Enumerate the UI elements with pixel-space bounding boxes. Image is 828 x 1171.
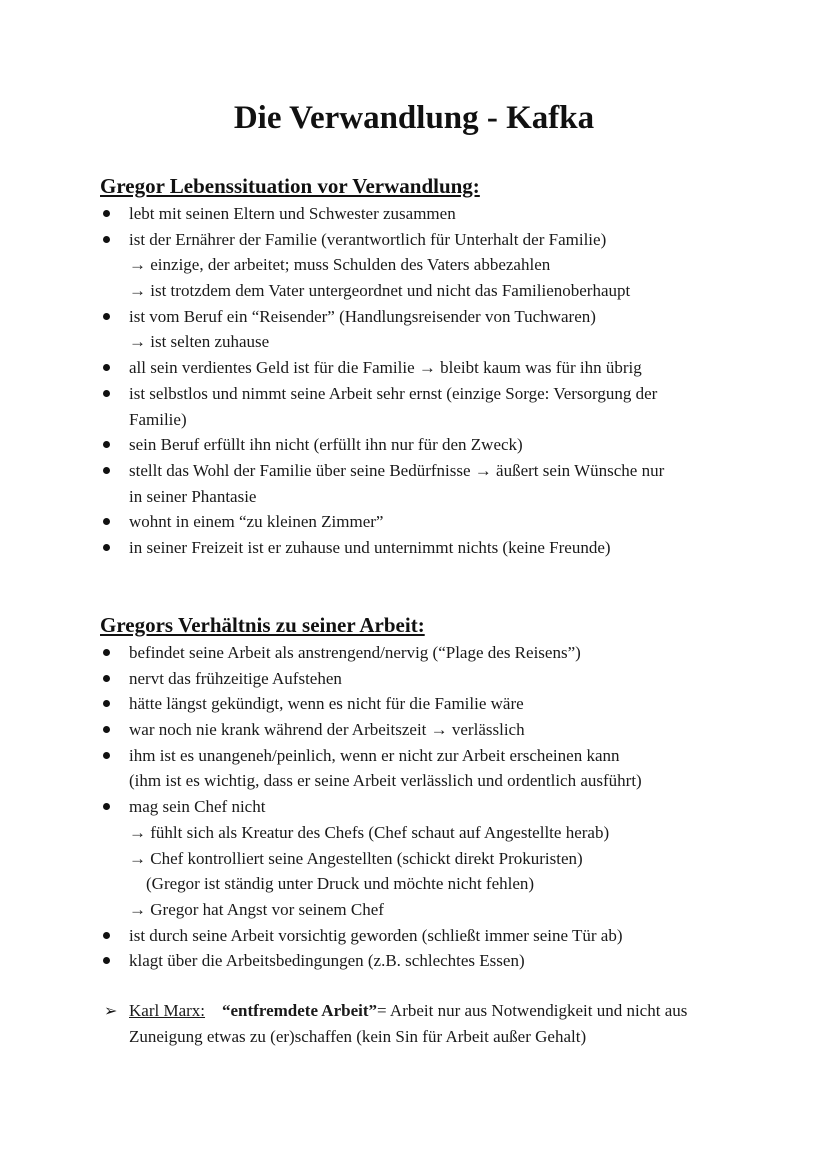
list-item <box>100 794 740 820</box>
bullet-dot-icon <box>103 752 110 759</box>
marx-name: Karl Marx: <box>129 1001 206 1020</box>
list-item-text: ist durch seine Arbeit vorsichtig geworden (schließt immer seine Tür ab) <box>129 925 623 945</box>
list-item <box>100 743 740 769</box>
list-item-text: war noch nie krank während der Arbeitszeit → verlässlich <box>129 720 525 740</box>
list-item <box>100 458 740 484</box>
bullet-dot-icon <box>103 441 110 448</box>
bullet-dot-icon <box>103 390 110 397</box>
list-item-text: wohnt in einem “zu kleinen Zimmer” <box>129 512 384 532</box>
list-item <box>100 535 740 561</box>
list-item <box>100 717 740 743</box>
list-item-continuation <box>100 407 740 433</box>
section-heading-lebenssituation: Gregor Lebenssituation vor Verwandlung: <box>100 174 480 198</box>
list-item-text: → fühlt sich als Kreatur des Chefs (Chef schaut auf Angestellte herab) <box>129 822 610 842</box>
list-item-continuation <box>100 252 740 278</box>
list-item-text: Familie) <box>129 409 187 429</box>
bullet-dot-icon <box>103 544 110 551</box>
bullet-dot-icon <box>103 803 110 810</box>
list-item <box>100 509 740 535</box>
bullet-dot-icon <box>103 210 110 217</box>
list-item <box>100 432 740 458</box>
list-item-text: hätte längst gekündigt, wenn es nicht für die Familie wäre <box>129 694 524 714</box>
list-item-continuation <box>100 846 740 872</box>
list-item-text: ist selbstlos und nimmt seine Arbeit sehr ernst (einzige Sorge: Versorgung der <box>129 383 658 403</box>
list-item <box>100 948 740 974</box>
marx-line-1 <box>100 998 760 1024</box>
bullet-dot-icon <box>103 236 110 243</box>
karl-marx-note <box>100 998 760 1049</box>
list-item <box>100 201 740 227</box>
page-title: Die Verwandlung - Kafka <box>233 100 595 136</box>
list-item-text: → ist selten zuhause <box>129 332 270 352</box>
bullet-list-arbeit <box>100 640 740 974</box>
list-item-text: → Chef kontrolliert seine Angestellten (schickt direkt Prokuristen) <box>129 848 583 868</box>
bullet-dot-icon <box>103 649 110 656</box>
list-item-text: nervt das frühzeitige Aufstehen <box>129 668 342 688</box>
list-item <box>100 355 740 381</box>
bullet-dot-icon <box>103 364 110 371</box>
list-item-continuation <box>100 897 740 923</box>
section-heading-arbeit: Gregors Verhältnis zu seiner Arbeit: <box>100 613 425 637</box>
list-item-text: lebt mit seinen Eltern und Schwester zusammen <box>129 204 456 223</box>
bullet-dot-icon <box>103 726 110 733</box>
list-item-text: sein Beruf erfüllt ihn nicht (erfüllt ihn nur für den Zweck) <box>129 435 523 455</box>
list-item-text: stellt das Wohl der Familie über seine Bedürfnisse → äußert sein Wünsche nur <box>129 460 665 480</box>
list-item-text: all sein verdientes Geld ist für die Familie → bleibt kaum was für ihn übrig <box>129 358 642 378</box>
list-item-text: in seiner Phantasie <box>129 486 257 506</box>
list-item-text: klagt über die Arbeitsbedingungen (z.B. schlechtes Essen) <box>129 951 525 971</box>
list-item <box>100 304 740 330</box>
list-item-text: → einzige, der arbeitet; muss Schulden des Vaters abbezahlen <box>129 255 551 275</box>
bullet-dot-icon <box>103 957 110 964</box>
list-item-continuation <box>100 278 740 304</box>
list-item <box>100 923 740 949</box>
list-item-text: (ihm ist es wichtig, dass er seine Arbeit verlässlich und ordentlich ausführt) <box>129 771 642 791</box>
list-item-text: befindet seine Arbeit als anstrengend/nervig (“Plage des Reisens”) <box>129 643 581 662</box>
bullet-dot-icon <box>103 313 110 320</box>
bullet-dot-icon <box>103 467 110 474</box>
bullet-dot-icon <box>103 700 110 707</box>
list-item-continuation <box>100 484 740 510</box>
list-item <box>100 640 740 666</box>
list-item-text: → Gregor hat Angst vor seinem Chef <box>129 899 384 919</box>
list-item-continuation <box>100 820 740 846</box>
list-item-text: in seiner Freizeit ist er zuhause und unternimmt nichts (keine Freunde) <box>129 537 611 557</box>
list-item-text: (Gregor ist ständig unter Druck und möchte nicht fehlen) <box>146 874 535 894</box>
marx-definition-2: Zuneigung etwas zu (er)schaffen (kein Sin für Arbeit außer Gehalt) <box>129 1026 587 1046</box>
bullet-dot-icon <box>103 518 110 525</box>
bullet-dot-icon <box>103 675 110 682</box>
list-item-text: mag sein Chef nicht <box>129 797 266 817</box>
list-item-text: → ist trotzdem dem Vater untergeordnet und nicht das Familienoberhaupt <box>129 281 631 301</box>
list-item-text: ist der Ernährer der Familie (verantwortlich für Unterhalt der Familie) <box>129 229 607 249</box>
list-item <box>100 227 740 253</box>
marx-line-2 <box>100 1024 760 1050</box>
list-item-text: ihm ist es unangeneh/peinlich, wenn er nicht zur Arbeit erscheinen kann <box>129 745 620 765</box>
list-item-continuation <box>100 768 740 794</box>
list-item-text: ist vom Beruf ein “Reisender” (Handlungsreisender von Tuchwaren) <box>129 306 596 326</box>
list-item-continuation <box>100 329 740 355</box>
bullet-dot-icon <box>103 932 110 939</box>
list-item-continuation <box>100 871 740 897</box>
bullet-list-lebenssituation <box>100 201 740 561</box>
marx-definition-1: = Arbeit nur aus Notwendigkeit und nicht aus <box>377 1001 688 1020</box>
list-item <box>100 691 740 717</box>
arrowhead-bullet-icon: ➢ <box>104 1001 118 1020</box>
list-item <box>100 666 740 692</box>
list-item <box>100 381 740 407</box>
marx-term: “entfremdete Arbeit” <box>222 1001 378 1020</box>
